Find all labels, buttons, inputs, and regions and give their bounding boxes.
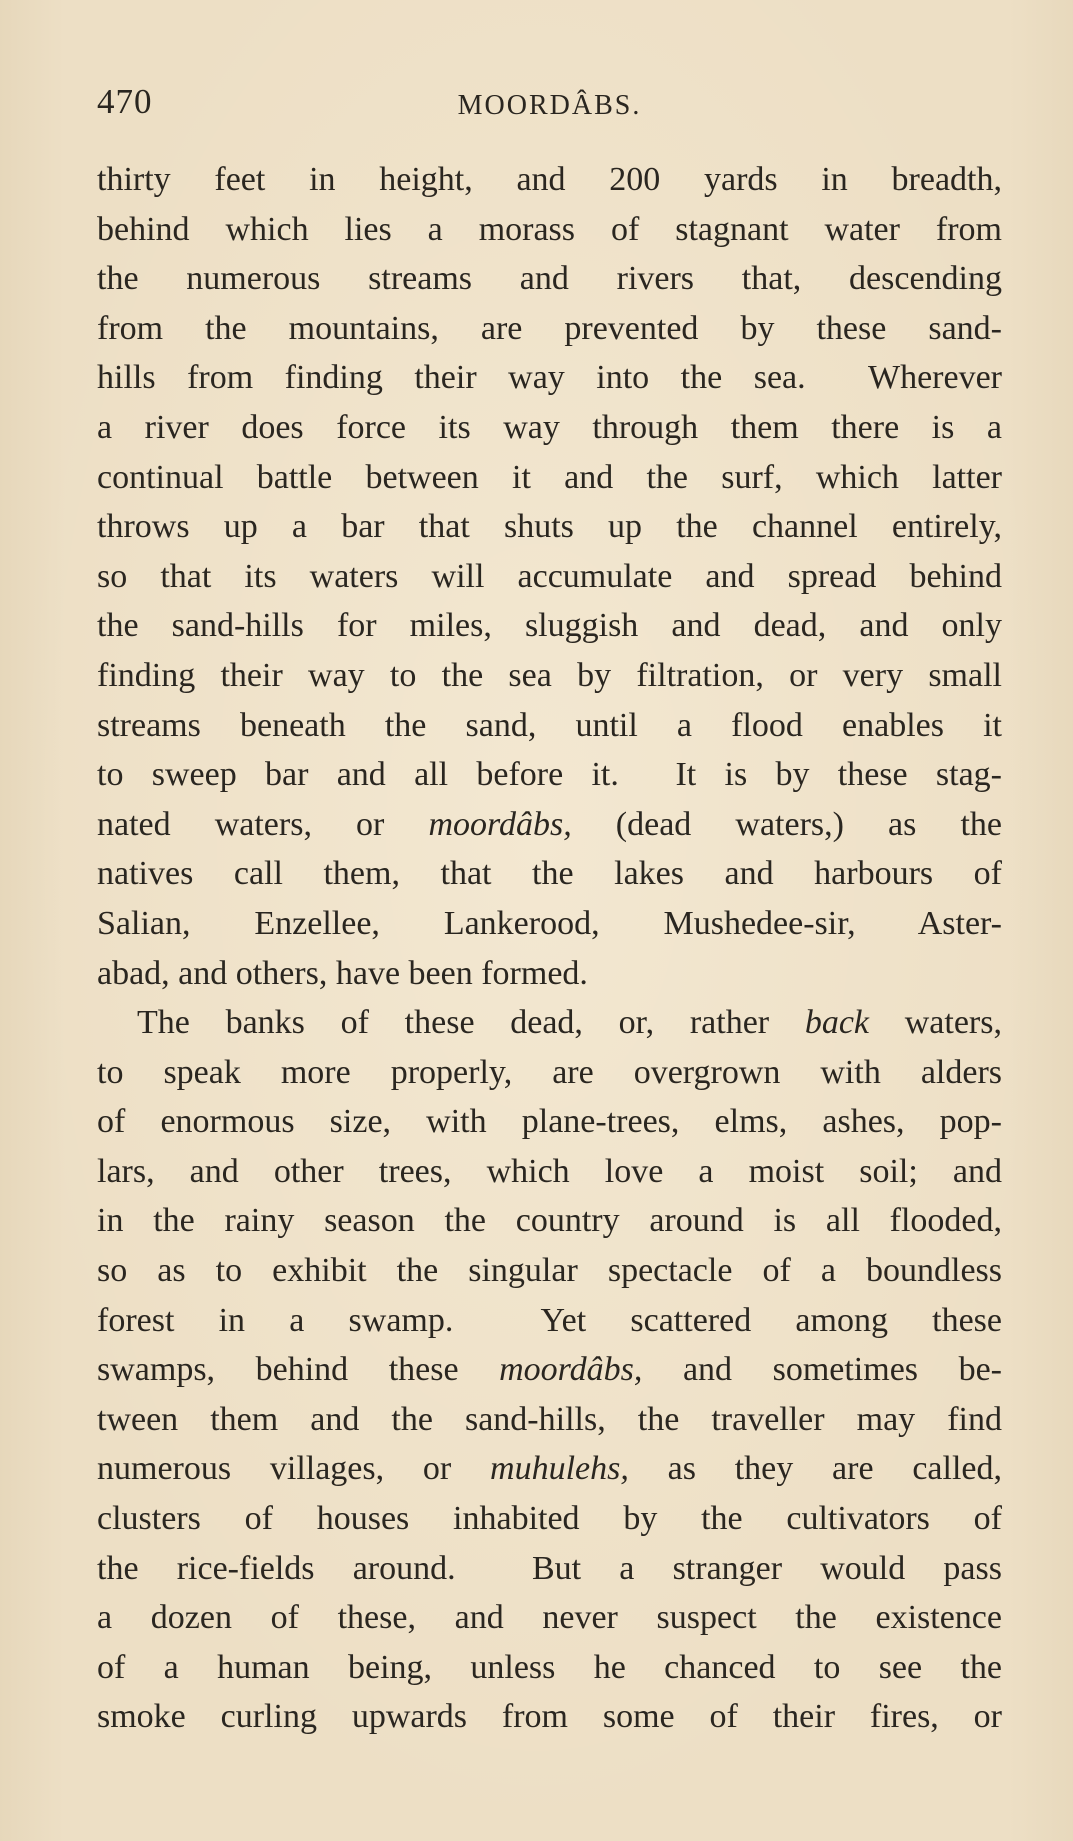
text-segment: waters, bbox=[869, 1004, 1002, 1042]
text-segment: thirty feet in height, and 200 yards in breadth, bbox=[97, 161, 1002, 198]
text-line bbox=[97, 1246, 1002, 1296]
text-segment: from the mountains, are prevented by these sand- bbox=[97, 309, 1002, 347]
text-segment: clusters of houses inhabited by the cultivators of bbox=[97, 1500, 1002, 1538]
text-segment: (dead waters,) as the bbox=[571, 805, 1002, 843]
text-line bbox=[97, 1544, 1002, 1594]
running-title: MOORDÂBS. bbox=[457, 90, 642, 121]
text-line bbox=[97, 949, 1002, 999]
text-segment: hills from finding their way into the sea. Wherever bbox=[97, 359, 1002, 397]
text-line bbox=[97, 701, 1002, 751]
text-segment: numerous villages, or bbox=[97, 1450, 491, 1488]
text-segment: as they are called, bbox=[628, 1450, 1002, 1488]
text-segment: to sweep bar and all before it. It is by these stag- bbox=[97, 756, 1002, 794]
text-line bbox=[97, 552, 1002, 602]
text-segment: continual battle between it and the surf, which latter bbox=[97, 458, 1002, 496]
text-segment: so as to exhibit the singular spectacle of a boundless bbox=[97, 1252, 1002, 1290]
text-segment: forest in a swamp. Yet scattered among these bbox=[97, 1301, 1002, 1339]
text-line bbox=[97, 1494, 1002, 1544]
text-segment: The banks of these dead, or, rather bbox=[137, 1004, 805, 1042]
text-segment: tween them and the sand-hills, the traveller may find bbox=[97, 1400, 1002, 1438]
text-segment: natives call them, that the lakes and harbours of bbox=[97, 855, 1002, 893]
text-segment: swamps, behind these bbox=[97, 1351, 500, 1389]
italic-term: moordâbs, bbox=[428, 805, 572, 843]
text-line bbox=[97, 998, 1002, 1048]
text-segment: abad, and others, have been formed. bbox=[97, 954, 588, 992]
text-line bbox=[97, 899, 1002, 949]
text-segment: a river does force its way through them there is a bbox=[97, 408, 1002, 446]
text-segment: in the rainy season the country around is all flooded, bbox=[97, 1202, 1002, 1240]
text-line bbox=[97, 1395, 1002, 1445]
text-segment: streams beneath the sand, until a flood enables it bbox=[97, 706, 1002, 744]
body-text bbox=[97, 155, 1002, 1742]
italic-term: muhulehs, bbox=[490, 1450, 629, 1488]
text-segment: of enormous size, with plane-trees, elms, ashes, pop- bbox=[97, 1103, 1002, 1141]
text-line bbox=[97, 1147, 1002, 1197]
italic-term: back bbox=[804, 1004, 870, 1042]
page-number: 470 bbox=[97, 82, 153, 121]
text-line bbox=[97, 155, 1002, 205]
text-line bbox=[97, 1296, 1002, 1346]
text-line bbox=[97, 1593, 1002, 1643]
text-line bbox=[97, 1196, 1002, 1246]
text-segment: finding their way to the sea by filtration, or very small bbox=[97, 656, 1002, 694]
text-segment: nated waters, or bbox=[97, 805, 429, 843]
text-segment: the sand-hills for miles, sluggish and dead, and only bbox=[97, 607, 1002, 645]
text-line bbox=[97, 1048, 1002, 1098]
running-head bbox=[97, 82, 1002, 132]
text-line bbox=[97, 800, 1002, 850]
text-line bbox=[97, 1692, 1002, 1742]
text-segment: of a human being, unless he chanced to see the bbox=[97, 1648, 1002, 1686]
text-line bbox=[97, 304, 1002, 354]
text-segment: lars, and other trees, which love a moist soil; and bbox=[97, 1152, 1002, 1190]
text-segment: Salian, Enzellee, Lankerood, Mushedee-sir, Aster- bbox=[97, 904, 1002, 942]
text-segment: smoke curling upwards from some of their fires, or bbox=[97, 1698, 1002, 1736]
text-line bbox=[97, 205, 1002, 255]
text-line bbox=[97, 254, 1002, 304]
text-line bbox=[97, 1444, 1002, 1494]
text-segment: behind which lies a morass of stagnant water from bbox=[97, 210, 1002, 248]
text-line bbox=[97, 750, 1002, 800]
text-line bbox=[97, 403, 1002, 453]
text-line bbox=[97, 353, 1002, 403]
text-segment: so that its waters will accumulate and spread behind bbox=[97, 557, 1002, 595]
text-line bbox=[97, 1345, 1002, 1395]
text-line bbox=[97, 1643, 1002, 1693]
text-line bbox=[97, 1097, 1002, 1147]
text-line bbox=[97, 849, 1002, 899]
text-segment: throws up a bar that shuts up the channel entirely, bbox=[97, 508, 1002, 546]
text-line bbox=[97, 502, 1002, 552]
text-segment: and sometimes be- bbox=[642, 1351, 1002, 1389]
text-line bbox=[97, 651, 1002, 701]
italic-term: moordâbs, bbox=[499, 1351, 643, 1389]
text-segment: to speak more properly, are overgrown with alders bbox=[97, 1053, 1002, 1091]
text-segment: the rice-fields around. But a stranger would pass bbox=[97, 1549, 1002, 1587]
text-line bbox=[97, 601, 1002, 651]
text-segment: a dozen of these, and never suspect the existence bbox=[97, 1599, 1002, 1637]
text-segment: the numerous streams and rivers that, descending bbox=[97, 260, 1002, 298]
text-line bbox=[97, 453, 1002, 503]
